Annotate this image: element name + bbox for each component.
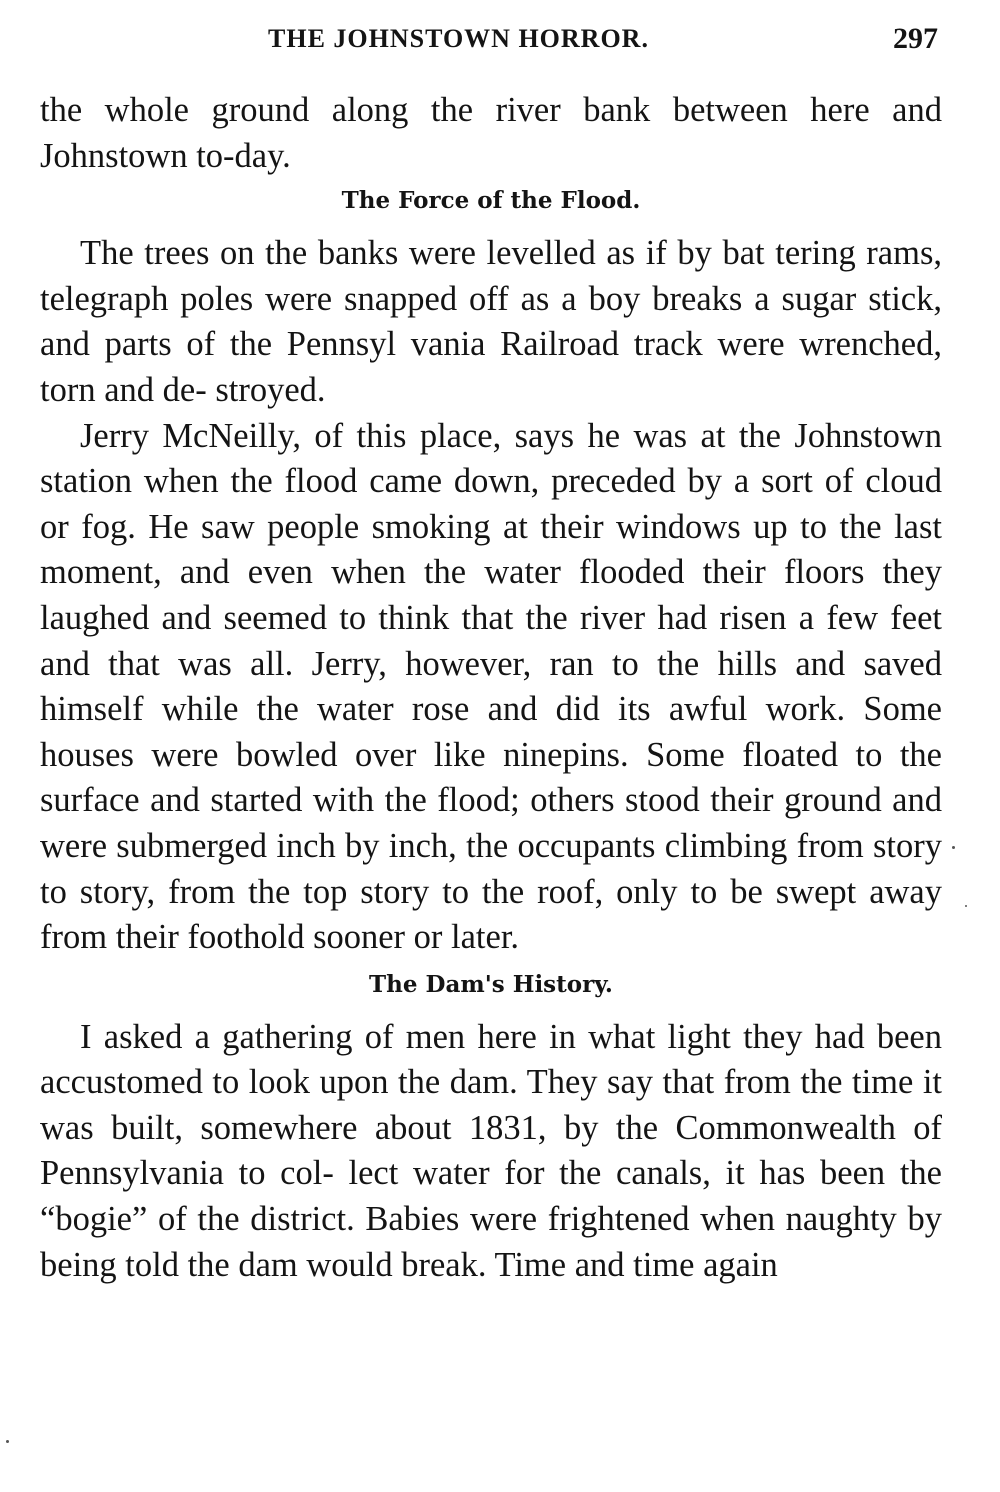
section-heading-dams-history: The Dam's History. — [369, 970, 613, 998]
page-header — [40, 22, 940, 58]
paragraph-continuation: the whole ground along the river bank between here and Johnstown to-day. — [40, 91, 942, 175]
paragraph-trees-levelled: The trees on the banks were levelled as if by bat tering rams, telegraph poles were snapped off as a boy breaks a sugar stick, and parts of the Pennsyl vania Railroad track were wrenched, torn and de- stroyed. — [40, 234, 942, 409]
print-speck — [952, 846, 955, 849]
paragraph-jerry-mcneilly: Jerry McNeilly, of this place, says he was at the Johnstown station when the flood came down, preceded by a sort of cloud or fog. He saw people smoking at their windows up to the last moment, and even when the water flooded their floors they laughed and seemed to think that the river had risen a few feet and that was all. Jerry, however, ran to the hills and saved himself while the water rose and did its awful work. Some houses were bowled over like ninepins. Some floated to the surface and started with the flood; others stood their ground and were submerged inch by inch, the occupants climbing from story to story, from the top story to the roof, only to be swept away from their foothold sooner or later. — [40, 416, 942, 957]
print-speck — [965, 905, 967, 907]
print-speck — [6, 1440, 9, 1443]
running-title: THE JOHNSTOWN HORROR. — [268, 24, 649, 53]
paragraph-dam-bogie: I asked a gathering of men here in what light they had been accustomed to look upon the dam. They say that from the time it was built, somewhere about 1831, by the Commonwealth of Pennsylvania to col- lect water for the canals, it has been the “bogie” of the district. Babies were frightened when naughty by being told the dam would break. Time and time again — [40, 1017, 942, 1284]
page-body — [40, 88, 942, 1288]
page-number: 297 — [893, 22, 938, 55]
section-heading-force-of-flood: The Force of the Flood. — [341, 187, 641, 215]
